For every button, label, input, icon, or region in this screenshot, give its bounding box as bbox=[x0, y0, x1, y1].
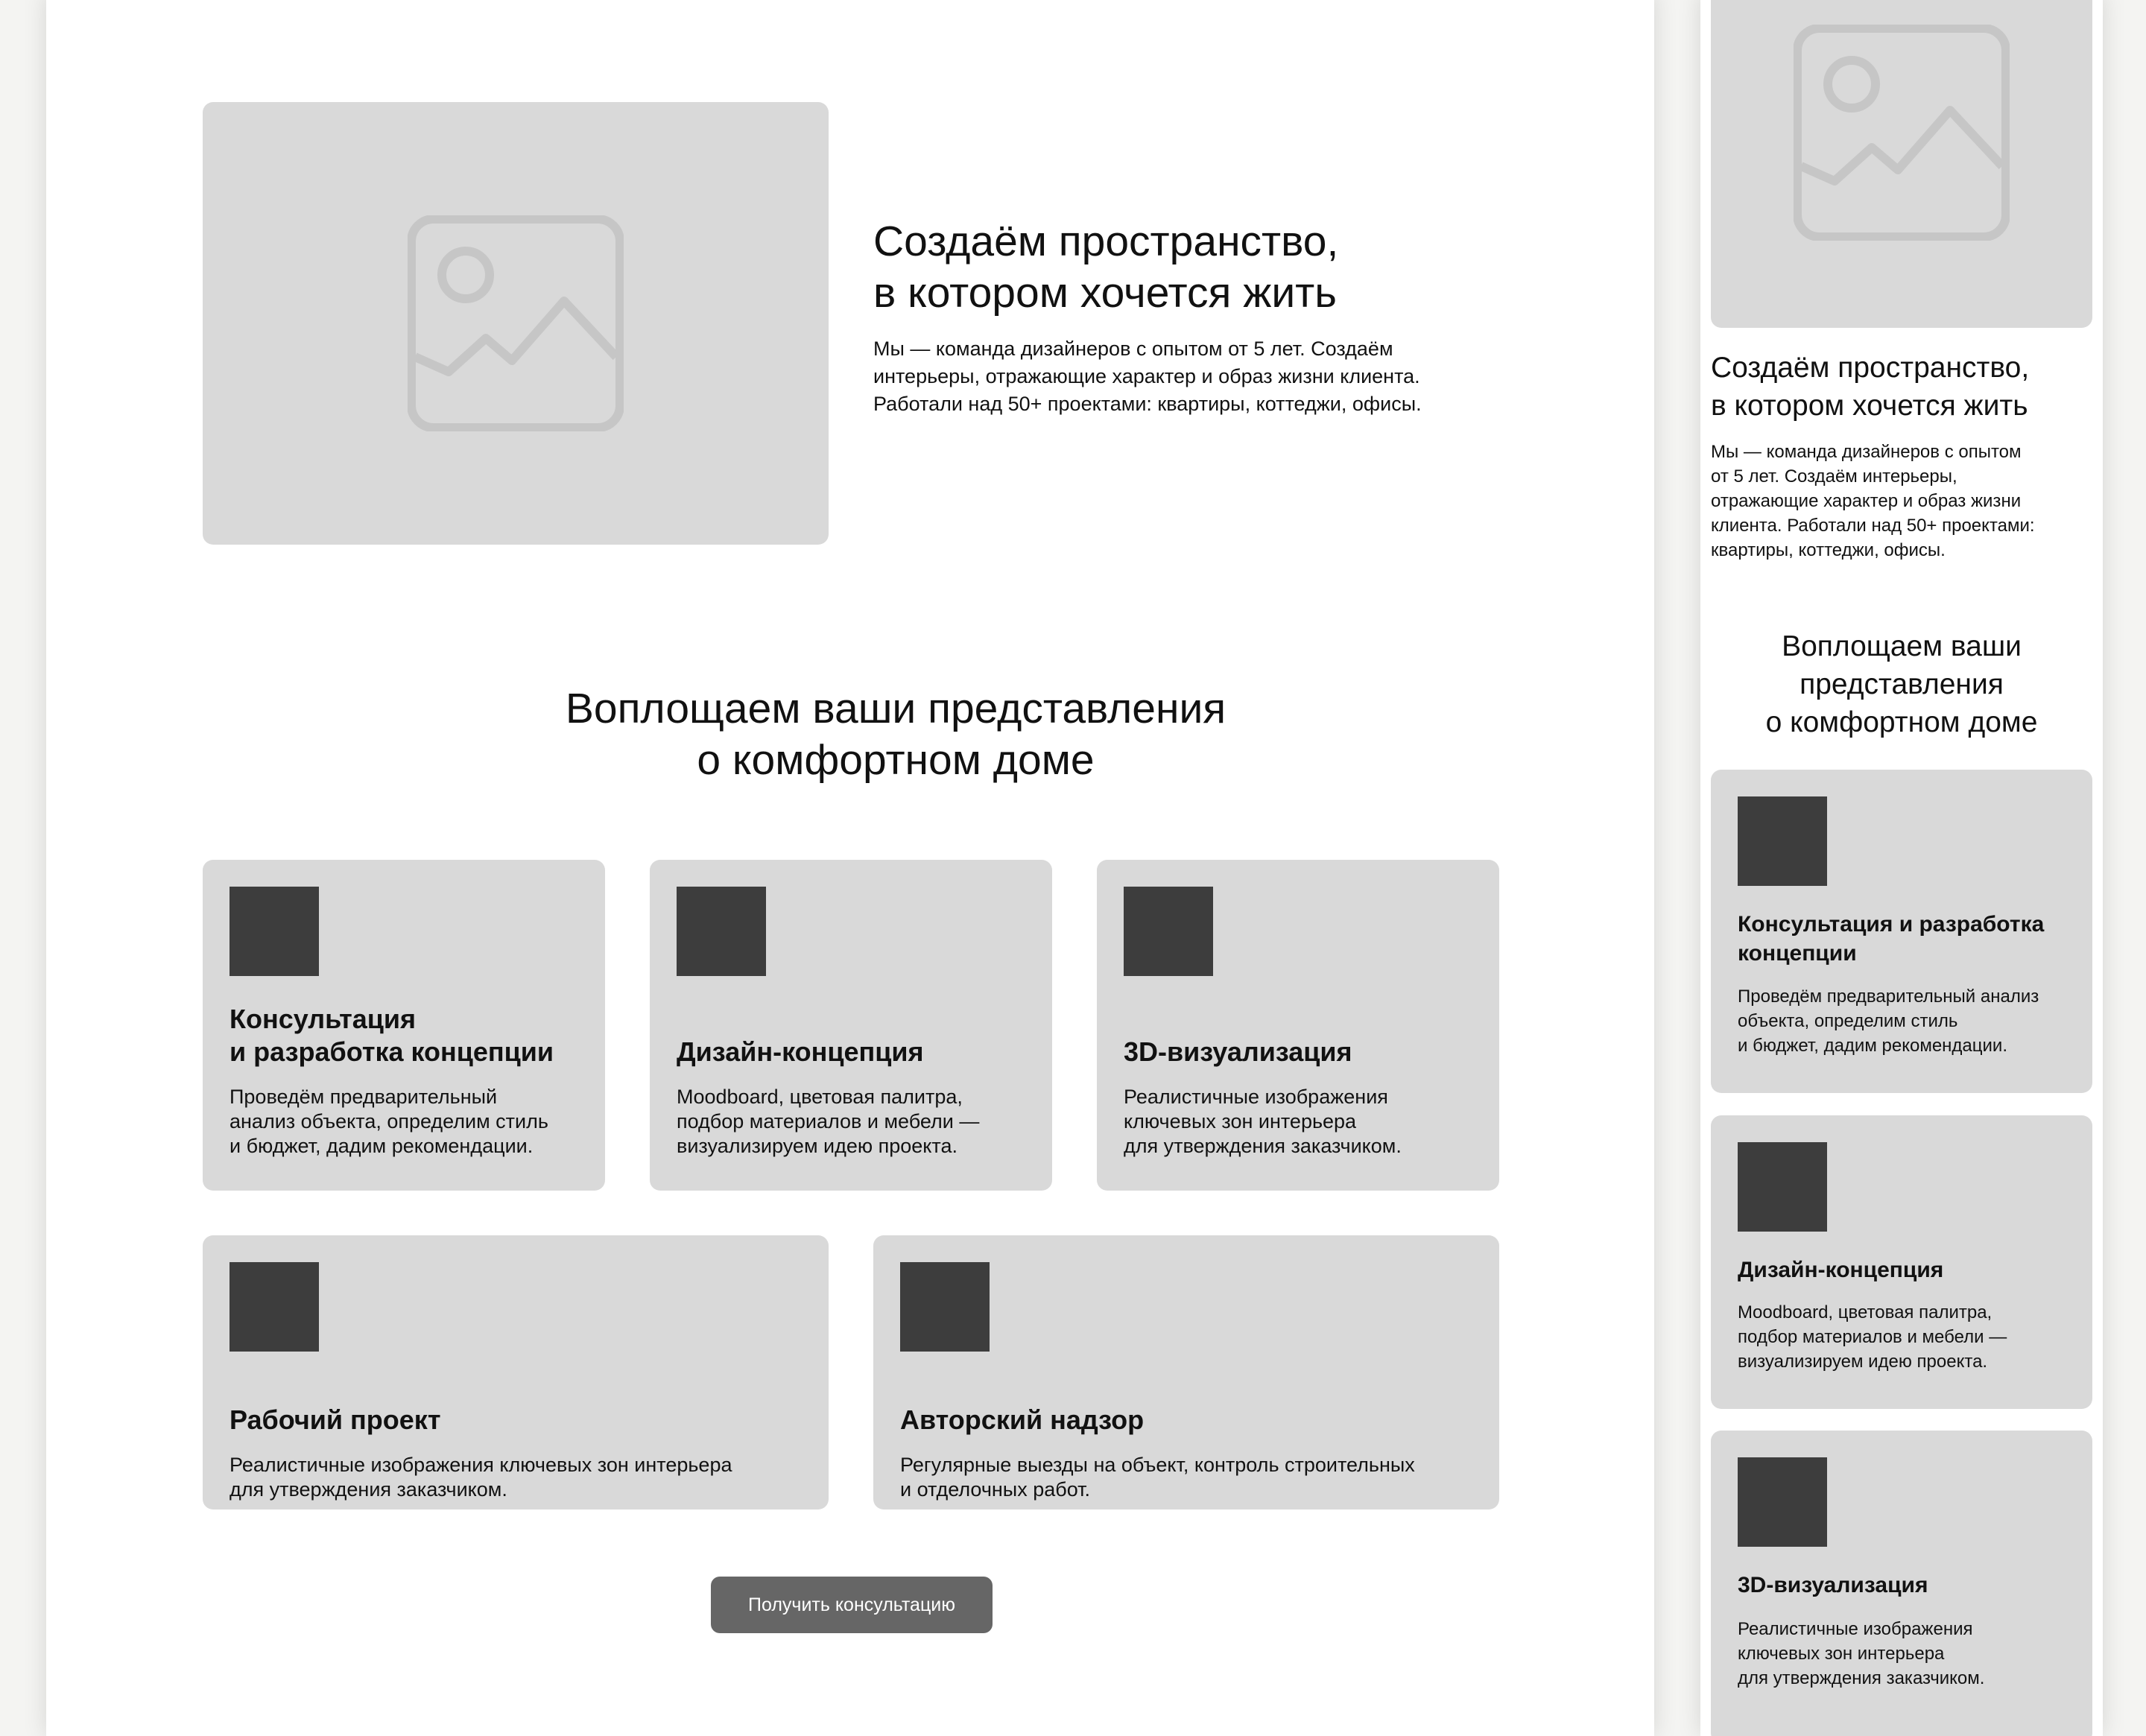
service-title: 3D-визуализация bbox=[1738, 1573, 1928, 1597]
service-description: Реалистичные изображения ключевых зон интерьера для утверждения заказчиком. bbox=[1124, 1086, 1402, 1157]
service-title: Дизайн-концепция bbox=[677, 1036, 924, 1067]
service-icon bbox=[1738, 1142, 1827, 1232]
service-description: Реалистичные изображения ключевых зон интерьера для утверждения заказчиком. bbox=[230, 1454, 732, 1501]
mobile-hero-title: Создаём пространство, в котором хочется жить bbox=[1711, 352, 2030, 422]
service-title: Рабочий проект bbox=[230, 1404, 441, 1435]
services-title: Воплощаем ваши представления о комфортном доме bbox=[565, 685, 1226, 784]
service-icon bbox=[677, 887, 766, 976]
service-title: Консультация и разработка концепции bbox=[230, 1004, 554, 1067]
mobile-service-card-consultation bbox=[1711, 770, 2092, 1093]
service-description: Регулярные выезды на объект, контроль строительных и отделочных работ. bbox=[900, 1454, 1415, 1501]
service-card-author-supervision bbox=[873, 1235, 1499, 1510]
mobile-frame bbox=[1700, 0, 2103, 1736]
mobile-service-card-3d-visualization bbox=[1711, 1431, 2092, 1736]
service-card-3d-visualization bbox=[1097, 860, 1499, 1191]
service-card-design-concept bbox=[650, 860, 1052, 1191]
hero-image-placeholder bbox=[203, 102, 829, 545]
service-description: Реалистичные изображения ключевых зон интерьера для утверждения заказчиком. bbox=[1738, 1619, 1985, 1688]
service-description: Проведём предварительный анализ объекта, определим стиль и бюджет, дадим рекомендации. bbox=[1738, 986, 2039, 1056]
service-icon bbox=[1738, 1457, 1827, 1547]
service-card-consultation bbox=[203, 860, 605, 1191]
get-consultation-button[interactable]: Получить консультацию bbox=[711, 1577, 993, 1633]
service-icon bbox=[230, 1262, 319, 1352]
hero-title: Создаём пространство, в котором хочется жить bbox=[873, 218, 1339, 317]
mobile-service-card-design-concept bbox=[1711, 1115, 2092, 1409]
service-description: Проведём предварительный анализ объекта, определим стиль и бюджет, дадим рекомендации. bbox=[230, 1086, 548, 1157]
mobile-hero-image-placeholder bbox=[1711, 0, 2092, 328]
image-placeholder-icon bbox=[1794, 25, 2010, 241]
desktop-frame bbox=[46, 0, 1654, 1736]
service-description: Moodboard, цветовая палитра, подбор материалов и мебели — визуализируем идею проекта. bbox=[1738, 1302, 2007, 1372]
service-title: Авторский надзор bbox=[900, 1404, 1145, 1435]
service-description: Moodboard, цветовая палитра, подбор материалов и мебели — визуализируем идею проекта. bbox=[677, 1086, 980, 1157]
service-icon bbox=[230, 887, 319, 976]
service-icon bbox=[1124, 887, 1213, 976]
service-title: Дизайн-концепция bbox=[1738, 1258, 1944, 1282]
mobile-services-title: Воплощаем ваши представления о комфортном доме bbox=[1765, 630, 2038, 738]
service-card-working-project bbox=[203, 1235, 829, 1510]
mobile-hero-description: Мы — команда дизайнеров с опытом от 5 лет. Создаём интерьеры, отражающие характер и образ жизни клиента. Работали над 50+ проектами: квартиры, коттеджи, офисы. bbox=[1711, 442, 2035, 560]
service-icon bbox=[900, 1262, 990, 1352]
image-placeholder-icon bbox=[408, 215, 624, 431]
service-icon bbox=[1738, 796, 1827, 886]
service-title: 3D-визуализация bbox=[1124, 1036, 1352, 1067]
hero-description: Мы — команда дизайнеров с опытом от 5 лет. Создаём интерьеры, отражающие характер и образ жизни клиента. Работали над 50+ проектами: квартиры, коттеджи, офисы. bbox=[873, 338, 1422, 415]
service-title: Консультация и разработка концепции bbox=[1738, 912, 2045, 966]
